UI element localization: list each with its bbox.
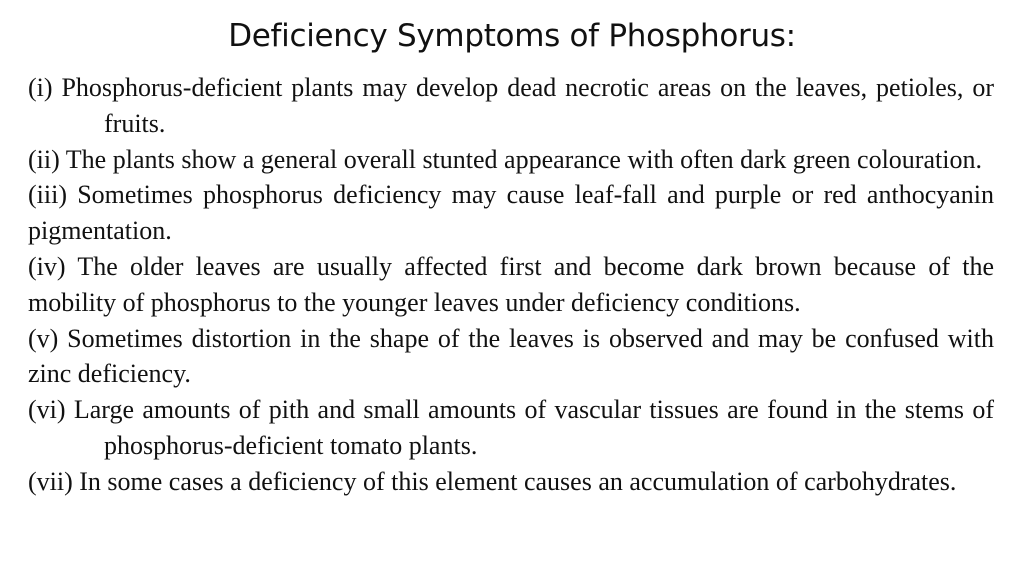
symptom-item-5: (v) Sometimes distortion in the shape of the leaves is observed and may be confused with zinc deficiency. xyxy=(28,323,994,389)
symptom-item-3: (iii) Sometimes phosphorus deficiency may cause leaf-fall and purple or red anthocyanin pigmentation. xyxy=(28,180,994,246)
symptom-item-4: (iv) The older leaves are usually affected first and become dark brown because of the mobility of phosphorus to the younger leaves under deficiency conditions. xyxy=(28,251,994,317)
symptom-item-6: (vi) Large amounts of pith and small amounts of vascular tissues are found in the stems of phosphorus-deficient tomato plants. xyxy=(28,395,994,460)
symptom-list xyxy=(28,70,994,500)
symptom-item-1: (i) Phosphorus-deficient plants may develop dead necrotic areas on the leaves, petioles, or fruits. xyxy=(28,73,994,138)
symptom-item-2: (ii) The plants show a general overall stunted appearance with often dark green colouration. xyxy=(28,144,982,174)
symptom-item-7: (vii) In some cases a deficiency of this element causes an accumulation of carbohydrates. xyxy=(28,466,957,496)
slide-title: Deficiency Symptoms of Phosphorus: xyxy=(228,18,796,54)
